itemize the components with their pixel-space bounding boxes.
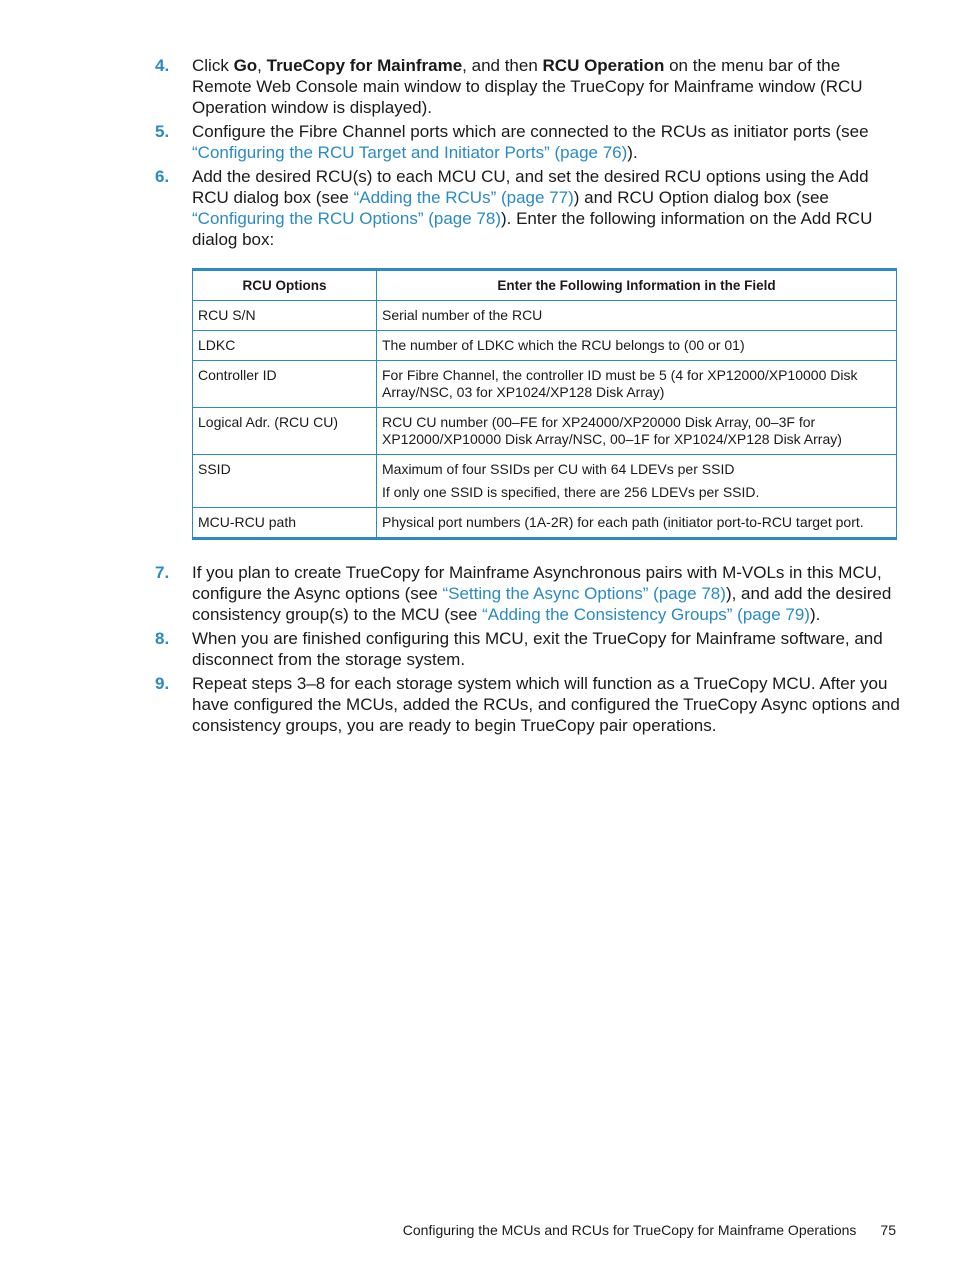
table-row (193, 331, 897, 361)
step-number: 6. (155, 167, 170, 186)
info-paragraph: The number of LDKC which the RCU belongs to (00 or 01) (382, 337, 745, 353)
info-cell (377, 301, 897, 331)
option-cell: Controller ID (193, 361, 377, 408)
info-paragraph: RCU CU number (00–FE for XP24000/XP20000 Disk Array, 00–3F for XP12000/XP10000 Disk Array/NSC, 00–1F for XP1024/XP128 Disk Array) (382, 414, 842, 447)
info-paragraph: Maximum of four SSIDs per CU with 64 LDEVs per SSID (382, 461, 735, 477)
step-text: Repeat steps 3–8 for each storage system which will function as a TrueCopy MCU. After you have configured the MCUs, added the RCUs, and configured the TrueCopy Async options and consistency groups, you are ready to begin TrueCopy pair operations. (192, 674, 900, 735)
step-text: ). (809, 605, 821, 624)
steps-list-top (155, 55, 900, 250)
cross-reference-link[interactable]: “Configuring the RCU Options” (page 78) (192, 209, 501, 228)
footer-title: Configuring the MCUs and RCUs for TrueCopy for Mainframe Operations (402, 1222, 857, 1238)
step-item (155, 628, 900, 670)
document-body (155, 55, 900, 739)
info-paragraph: Serial number of the RCU (382, 307, 543, 323)
option-cell: MCU-RCU path (193, 508, 377, 539)
cross-reference-link[interactable]: “Configuring the RCU Target and Initiator Ports” (page 76) (192, 143, 628, 162)
step-item (155, 121, 900, 163)
step-text: Configure the Fibre Channel ports which are connected to the RCUs as initiator ports (see (192, 122, 869, 141)
step-item (155, 166, 900, 250)
table-header-row (193, 270, 897, 301)
step-text: ) and RCU Option dialog box (see (573, 188, 829, 207)
table-row (193, 455, 897, 508)
menu-term: Go (233, 56, 258, 75)
option-cell: LDKC (193, 331, 377, 361)
step-text: ). Enter the following information on the Add RCU dialog box: (192, 209, 873, 249)
info-paragraph: For Fibre Channel, the controller ID must be 5 (4 for XP12000/XP10000 Disk Array/NSC, 03 for XP1024/XP128 Disk Array) (382, 367, 858, 400)
step-number: 7. (155, 563, 170, 582)
step-text: Add the desired RCU(s) to each MCU CU, and set the desired RCU options using the Add RCU dialog box (see (192, 167, 869, 207)
step-number: 8. (155, 629, 170, 648)
step-number: 5. (155, 122, 170, 141)
steps-list-bottom (155, 562, 900, 736)
header-field-info: Enter the Following Information in the Field (377, 270, 897, 301)
info-cell (377, 408, 897, 455)
table-row (193, 408, 897, 455)
cross-reference-link[interactable]: “Adding the RCUs” (page 77) (353, 188, 574, 207)
step-text: , (257, 56, 267, 75)
step-text: on the menu bar of the Remote Web Console main window to display the TrueCopy for Mainframe window (RCU Operation window is displayed). (192, 56, 863, 117)
step-text: ). (627, 143, 638, 162)
option-cell: Logical Adr. (RCU CU) (193, 408, 377, 455)
step-text: If you plan to create TrueCopy for Mainframe Asynchronous pairs with M-VOLs in this MCU, configure the Async options (see (192, 563, 882, 603)
step-text: When you are finished configuring this MCU, exit the TrueCopy for Mainframe software, and disconnect from the storage system. (192, 629, 883, 669)
info-paragraph: Physical port numbers (1A-2R) for each path (initiator port-to-RCU target port. (382, 514, 864, 530)
cross-reference-link[interactable]: “Setting the Async Options” (page 78) (442, 584, 726, 603)
step-number: 9. (155, 674, 170, 693)
step-item (155, 673, 900, 736)
info-cell (377, 455, 897, 508)
option-cell: RCU S/N (193, 301, 377, 331)
step-text: Click (192, 56, 234, 75)
table-row (193, 508, 897, 539)
page-number: 75 (880, 1222, 896, 1238)
step-number: 4. (155, 56, 170, 75)
step-item (155, 55, 900, 118)
step-item (155, 562, 900, 625)
option-cell: SSID (193, 455, 377, 508)
cross-reference-link[interactable]: “Adding the Consistency Groups” (page 79) (482, 605, 810, 624)
menu-term: RCU Operation (542, 56, 665, 75)
step-text: , and then (462, 56, 543, 75)
step-text: ), and add the desired consistency group(s) to the MCU (see (192, 584, 892, 624)
rcu-options-table (192, 268, 897, 540)
page-footer (0, 1222, 896, 1238)
table-row (193, 361, 897, 408)
table-row (193, 301, 897, 331)
menu-term: TrueCopy for Mainframe (266, 56, 463, 75)
info-paragraph: If only one SSID is specified, there are 256 LDEVs per SSID. (382, 484, 760, 500)
info-cell (377, 331, 897, 361)
info-cell (377, 508, 897, 539)
header-rcu-options: RCU Options (193, 270, 377, 301)
info-cell (377, 361, 897, 408)
